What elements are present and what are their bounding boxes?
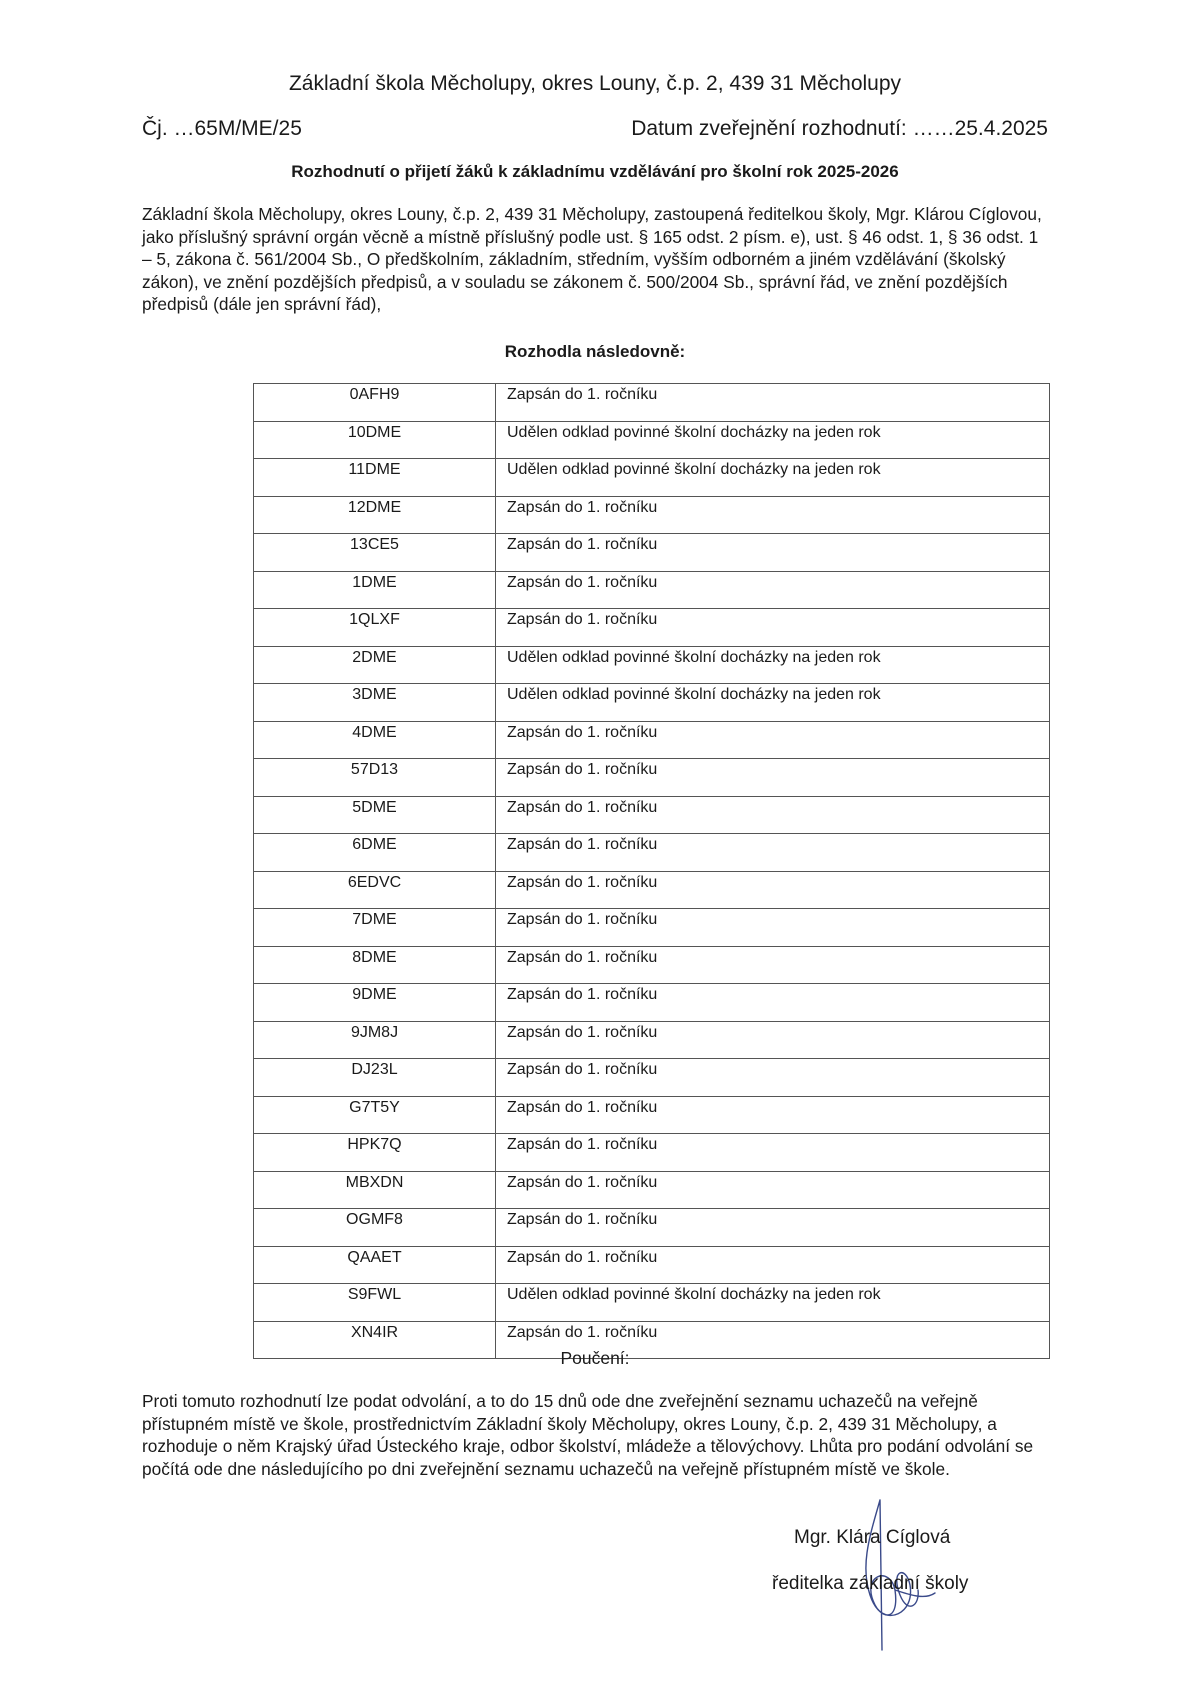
table-row <box>254 646 1050 684</box>
admission-decision: Zapsán do 1. ročníku <box>496 1021 1050 1059</box>
applicant-code: 10DME <box>254 421 496 459</box>
table-row <box>254 1284 1050 1322</box>
table-row <box>254 1209 1050 1247</box>
admission-decision: Zapsán do 1. ročníku <box>496 871 1050 909</box>
table-row <box>254 384 1050 422</box>
document-title: Rozhodnutí o přijetí žáků k základnímu vzdělávání pro školní rok 2025-2026 <box>291 162 899 181</box>
applicant-code: S9FWL <box>254 1284 496 1322</box>
table-row <box>254 1171 1050 1209</box>
table-row <box>254 609 1050 647</box>
applicant-code: 57D13 <box>254 759 496 797</box>
applicant-code: 13CE5 <box>254 534 496 572</box>
table-row <box>254 459 1050 497</box>
admission-decision: Zapsán do 1. ročníku <box>496 759 1050 797</box>
admission-decision: Zapsán do 1. ročníku <box>496 796 1050 834</box>
admission-decision: Zapsán do 1. ročníku <box>496 984 1050 1022</box>
table-row <box>254 796 1050 834</box>
admission-decision: Zapsán do 1. ročníku <box>496 1246 1050 1284</box>
reference-number: Čj. …65M/ME/25 <box>142 117 302 140</box>
table-row <box>254 1246 1050 1284</box>
applicant-code: 6EDVC <box>254 871 496 909</box>
applicant-code: 11DME <box>254 459 496 497</box>
admission-decision: Udělen odklad povinné školní docházky na jeden rok <box>496 421 1050 459</box>
table-row <box>254 534 1050 572</box>
appeal-paragraph: Proti tomuto rozhodnutí lze podat odvolání, a to do 15 dnů ode dne zveřejnění seznamu uchazečů na veřejně přístupném místě ve škole, prostřednictvím Základní školy Měcholupy, okres Louny, č.p. 2, 439 31 Měcholupy, a rozhoduje o něm Krajský úřad Ústeckého kraje, odbor školství, mládeže a tělovýchovy. Lhůta pro podání odvolání se počítá ode dne následujícího po dni zveřejnění seznamu uchazečů na veřejně přístupném místě ve škole. <box>142 1391 1034 1479</box>
admission-decision: Zapsán do 1. ročníku <box>496 496 1050 534</box>
intro-paragraph: Základní škola Měcholupy, okres Louny, č.p. 2, 439 31 Měcholupy, zastoupená ředitelkou školy, Mgr. Klárou Cíglovou, jako příslušný správní orgán věcně a místně příslušný podle ust. § 165 odst. 2 písm. e), ust. § 46 odst. 1, § 36 odst. 1 – 5, zákona č. 561/2004 Sb., O předškolním, základním, středním, vyšším odborném a jiném vzdělávání (školský zákon), ve znění pozdějších předpisů, a v souladu se zákonem č. 500/2004 Sb., správní řád, ve znění pozdějších předpisů (dále jen správní řád), <box>142 204 1042 315</box>
applicant-code: OGMF8 <box>254 1209 496 1247</box>
applicant-code: HPK7Q <box>254 1134 496 1172</box>
decision-heading: Rozhodla následovně: <box>504 342 686 361</box>
admission-decision: Zapsán do 1. ročníku <box>496 909 1050 947</box>
applicant-code: 1DME <box>254 571 496 609</box>
admission-decision: Zapsán do 1. ročníku <box>496 1171 1050 1209</box>
table-row <box>254 834 1050 872</box>
applicant-code: 2DME <box>254 646 496 684</box>
applicant-code: 7DME <box>254 909 496 947</box>
applicant-code: G7T5Y <box>254 1096 496 1134</box>
table-row <box>254 984 1050 1022</box>
applicant-code: 8DME <box>254 946 496 984</box>
admission-decision: Zapsán do 1. ročníku <box>496 571 1050 609</box>
applicant-code: 3DME <box>254 684 496 722</box>
admission-decision: Zapsán do 1. ročníku <box>496 1321 1050 1359</box>
admission-decision: Zapsán do 1. ročníku <box>496 384 1050 422</box>
admission-decision: Udělen odklad povinné školní docházky na jeden rok <box>496 459 1050 497</box>
admission-decision: Udělen odklad povinné školní docházky na jeden rok <box>496 684 1050 722</box>
table-row <box>254 909 1050 947</box>
table-row <box>254 721 1050 759</box>
signatory-role: ředitelka základní školy <box>772 1573 969 1594</box>
school-header: Základní škola Měcholupy, okres Louny, č.p. 2, 439 31 Měcholupy <box>288 72 902 95</box>
table-row <box>254 1059 1050 1097</box>
admission-decision: Zapsán do 1. ročníku <box>496 609 1050 647</box>
applicant-code: DJ23L <box>254 1059 496 1097</box>
applicant-code: 9JM8J <box>254 1021 496 1059</box>
table-row <box>254 571 1050 609</box>
admission-decision: Zapsán do 1. ročníku <box>496 1134 1050 1172</box>
table-row <box>254 496 1050 534</box>
admission-decision: Zapsán do 1. ročníku <box>496 946 1050 984</box>
admission-decision: Zapsán do 1. ročníku <box>496 1059 1050 1097</box>
table-row <box>254 871 1050 909</box>
applicant-code: 12DME <box>254 496 496 534</box>
table-row <box>254 684 1050 722</box>
admission-decision: Zapsán do 1. ročníku <box>496 721 1050 759</box>
applicant-code: 6DME <box>254 834 496 872</box>
instruction-heading: Poučení: <box>560 1348 630 1368</box>
applicant-code: 9DME <box>254 984 496 1022</box>
admission-decision: Zapsán do 1. ročníku <box>496 1209 1050 1247</box>
applicant-code: MBXDN <box>254 1171 496 1209</box>
table-row <box>254 946 1050 984</box>
admission-decision: Zapsán do 1. ročníku <box>496 534 1050 572</box>
table-row <box>254 1021 1050 1059</box>
results-table <box>253 383 1050 1359</box>
admission-decision: Udělen odklad povinné školní docházky na jeden rok <box>496 1284 1050 1322</box>
applicant-code: XN4IR <box>254 1321 496 1359</box>
admission-decision: Zapsán do 1. ročníku <box>496 834 1050 872</box>
applicant-code: QAAET <box>254 1246 496 1284</box>
applicant-code: 1QLXF <box>254 609 496 647</box>
table-row <box>254 1096 1050 1134</box>
admission-decision: Zapsán do 1. ročníku <box>496 1096 1050 1134</box>
applicant-code: 5DME <box>254 796 496 834</box>
table-row <box>254 421 1050 459</box>
applicant-code: 4DME <box>254 721 496 759</box>
applicant-code: 0AFH9 <box>254 384 496 422</box>
publication-date: Datum zveřejnění rozhodnutí: ……25.4.2025 <box>631 117 1048 140</box>
table-row <box>254 759 1050 797</box>
admission-decision: Udělen odklad povinné školní docházky na jeden rok <box>496 646 1050 684</box>
signatory-name: Mgr. Klára Cíglová <box>794 1527 951 1548</box>
table-row <box>254 1134 1050 1172</box>
